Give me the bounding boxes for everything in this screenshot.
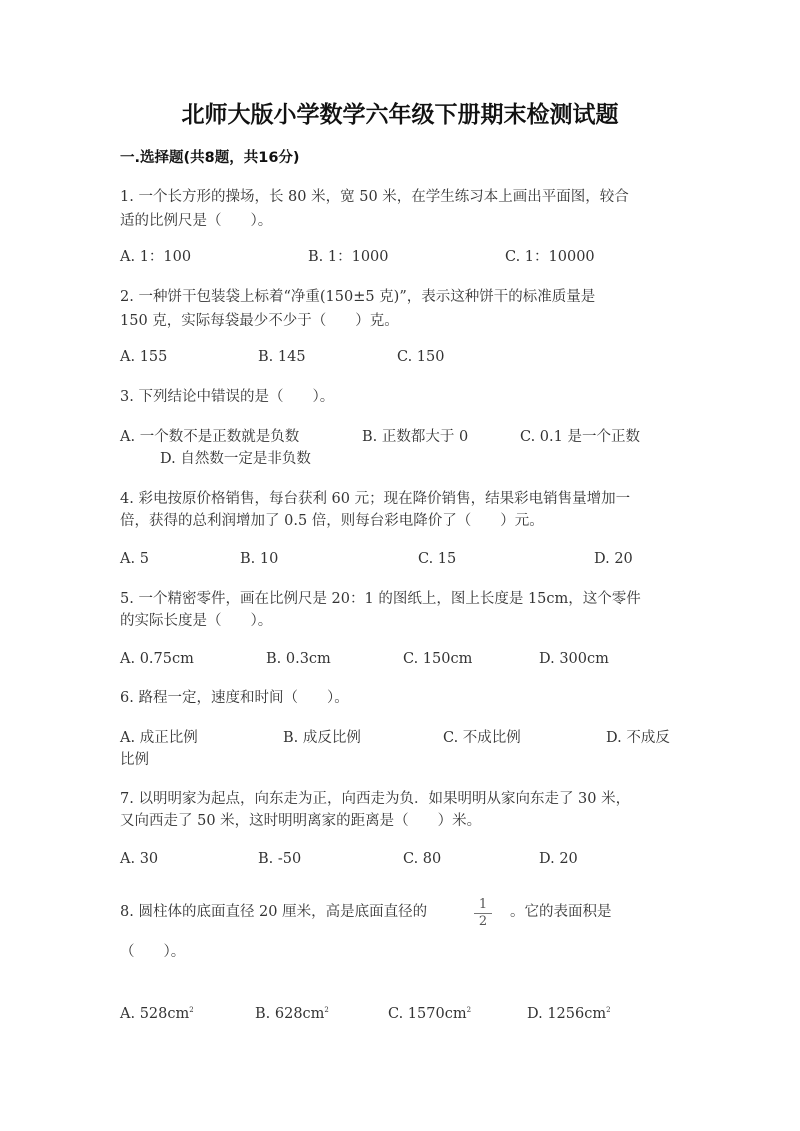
fraction-numerator: 1 xyxy=(478,897,488,912)
question-7-line-1: 7. 以明明家为起点，向东走为正，向西走为负．如果明明从家向东走了 30 米， xyxy=(120,791,631,807)
question-4-option-c: C. 15 xyxy=(418,551,457,567)
question-1-option-c: C. 1：10000 xyxy=(505,249,595,265)
question-6-option-b: B. 成反比例 xyxy=(283,730,361,746)
question-3-option-d: D. 自然数一定是非负数 xyxy=(160,451,311,467)
question-7-option-c: C. 80 xyxy=(403,851,442,867)
question-5-option-b: B. 0.3cm xyxy=(266,651,331,667)
question-3-line-1: 3. 下列结论中错误的是（ ）。 xyxy=(120,389,335,405)
page-title: 北师大版小学数学六年级下册期末检测试题 xyxy=(181,102,619,128)
question-7-option-b: B. -50 xyxy=(258,851,302,867)
question-4-line-2: 倍，获得的总利润增加了 0.5 倍，则每台彩电降价了（ ）元。 xyxy=(120,513,544,529)
fraction-denominator: 2 xyxy=(478,914,488,929)
question-8-line-1-tail: 。它的表面积是 xyxy=(510,904,612,920)
question-1-line-1: 1. 一个长方形的操场，长 80 米，宽 50 米，在学生练习本上画出平面图，较合 xyxy=(120,189,629,205)
question-8-option-a: A. $528cm^2$ xyxy=(120,1005,194,1022)
question-7-option-a: A. 30 xyxy=(120,851,159,867)
question-6-option-d-wrap: 比例 xyxy=(120,752,149,768)
question-5-option-a: A. 0.75cm xyxy=(120,651,194,667)
question-5-option-c: C. 150cm xyxy=(403,651,473,667)
question-3-option-c: C. 0.1 是一个正数 xyxy=(520,429,640,445)
question-6-option-c: C. 不成比例 xyxy=(443,730,521,746)
question-2-line-1: 2. 一种饼干包装袋上标着“净重(150±5 克)”，表示这种饼干的标准质量是 xyxy=(120,289,596,305)
question-8-line-2: （ ）。 xyxy=(120,944,186,960)
question-1-option-a: A. 1：100 xyxy=(120,249,192,265)
question-1-line-2: 适的比例尺是（ ）。 xyxy=(120,213,273,229)
question-5-line-1: 5. 一个精密零件，画在比例尺是 20：1 的图纸上，图上长度是 15cm，这个零件 xyxy=(120,591,641,607)
question-7-option-d: D. 20 xyxy=(539,851,578,867)
question-6-option-d: D. 不成反 xyxy=(606,730,670,746)
question-4-option-b: B. 10 xyxy=(240,551,279,567)
question-2-option-b: B. 145 xyxy=(258,349,306,365)
question-5-option-d: D. 300cm xyxy=(539,651,609,667)
question-8-line-1: 8. 圆柱体的底面直径 20 厘米，高是底面直径的 xyxy=(120,904,428,920)
question-6-option-a: A. 成正比例 xyxy=(120,730,198,746)
section-heading: 一.选择题(共8题，共16分) xyxy=(120,150,300,166)
question-2-line-2: 150 克，实际每袋最少不少于（ ）克。 xyxy=(120,313,399,329)
question-7-line-2: 又向西走了 50 米，这时明明离家的距离是（ ）米。 xyxy=(120,813,482,829)
question-8-option-b: B. $628cm^2$ xyxy=(255,1005,329,1022)
question-3-option-a: A. 一个数不是正数就是负数 xyxy=(120,429,300,445)
question-5-line-2: 的实际长度是（ ）。 xyxy=(120,613,273,629)
question-4-option-d: D. 20 xyxy=(594,551,633,567)
question-6-line-1: 6. 路程一定，速度和时间（ ）。 xyxy=(120,690,349,706)
question-4-line-1: 4. 彩电按原价格销售，每台获利 60 元；现在降价销售，结果彩电销售量增加一 xyxy=(120,491,631,507)
question-3-option-b: B. 正数都大于 0 xyxy=(362,429,469,445)
question-1-option-b: B. 1：1000 xyxy=(308,249,389,265)
fraction-one-half xyxy=(474,898,492,929)
question-8-option-c: C. $1570cm^2$ xyxy=(388,1005,472,1022)
question-4-option-a: A. 5 xyxy=(120,551,149,567)
question-8-option-d: D. $1256cm^2$ xyxy=(527,1005,611,1022)
question-2-option-a: A. 155 xyxy=(120,349,168,365)
question-2-option-c: C. 150 xyxy=(397,349,445,365)
